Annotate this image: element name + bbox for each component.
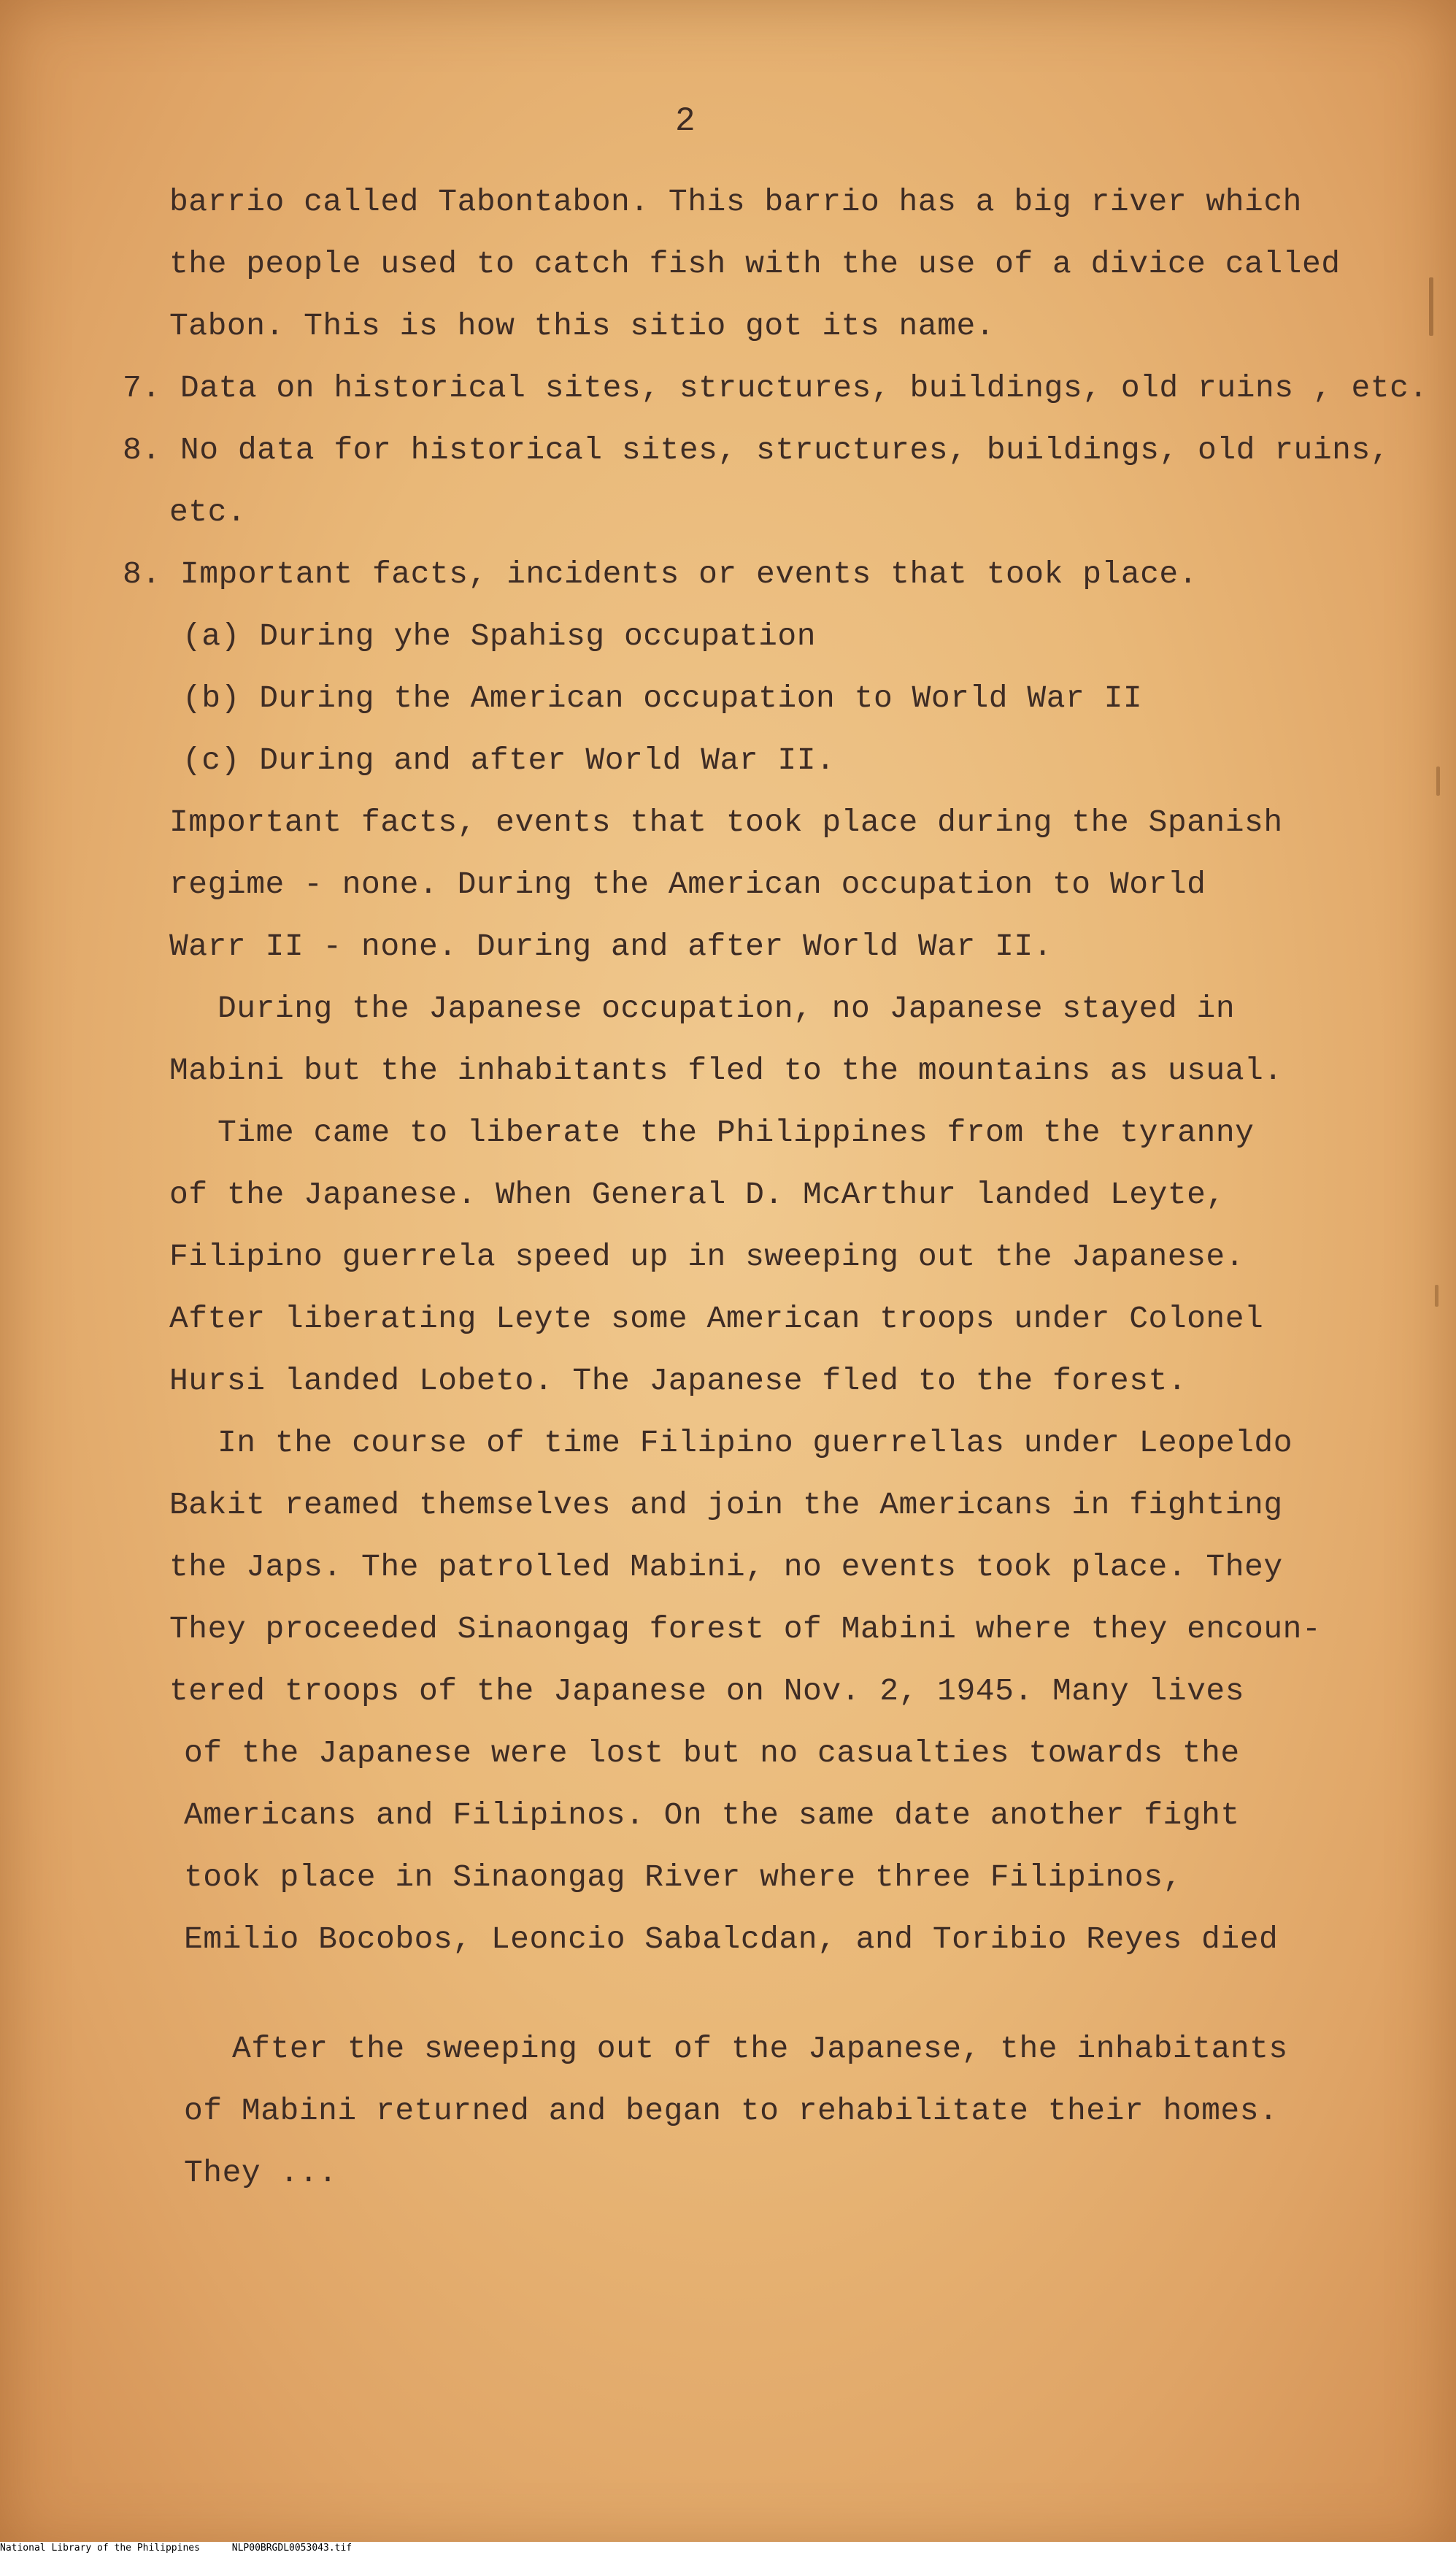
text-line: After liberating Leyte some American troops under Colonel — [169, 1301, 1264, 1337]
text-line: etc. — [169, 494, 247, 530]
text-line: Important facts, events that took place during the Spanish — [169, 804, 1283, 840]
text-line: the Japs. The patrolled Mabini, no events took place. They — [169, 1549, 1283, 1585]
text-line: the people used to catch fish with the use of a divice called — [169, 246, 1341, 282]
text-line: During the Japanese occupation, no Japanese stayed in — [217, 991, 1236, 1026]
text-line: They ... — [184, 2155, 338, 2191]
text-line: Filipino guerrela speed up in sweeping out the Japanese. — [169, 1239, 1245, 1275]
ink-mark — [1435, 1285, 1438, 1307]
text-line: of Mabini returned and began to rehabilitate their homes. — [184, 2093, 1279, 2129]
text-line: Emilio Bocobos, Leoncio Sabalcdan, and Toribio Reyes died — [184, 1921, 1279, 1957]
text-line: Mabini but the inhabitants fled to the mountains as usual. — [169, 1053, 1283, 1088]
text-line: Hursi landed Lobeto. The Japanese fled to the forest. — [169, 1363, 1187, 1399]
text-line: Time came to liberate the Philippines from the tyranny — [217, 1115, 1255, 1150]
text-line: They proceeded Sinaongag forest of Mabini where they encoun- — [169, 1611, 1322, 1647]
text-line: (a) During yhe Spahisg occupation — [182, 618, 817, 654]
text-line: 8. Important facts, incidents or events that took place. — [123, 556, 1198, 592]
text-line: barrio called Tabontabon. This barrio has a big river which — [169, 184, 1302, 220]
ink-mark — [1429, 277, 1433, 336]
page-number: 2 — [675, 102, 696, 140]
text-line: Americans and Filipinos. On the same date another fight — [184, 1797, 1240, 1833]
footer-file: NLP00BRGDL0053043.tif — [231, 2543, 353, 2554]
text-line: 8. No data for historical sites, structures, buildings, old ruins, — [123, 432, 1390, 468]
text-line: regime - none. During the American occupation to World — [169, 867, 1206, 902]
text-line: tered troops of the Japanese on Nov. 2, 1945. Many lives — [169, 1673, 1245, 1709]
text-line: Bakit reamed themselves and join the Americans in fighting — [169, 1487, 1283, 1523]
text-line: Warr II - none. During and after World War II. — [169, 929, 1052, 964]
text-line: of the Japanese were lost but no casualties towards the — [184, 1735, 1240, 1771]
text-line: took place in Sinaongag River where three Filipinos, — [184, 1859, 1182, 1895]
footer-library: National Library of the Philippines — [0, 2543, 200, 2554]
scan-footer — [0, 2542, 1456, 2555]
text-line: (c) During and after World War II. — [182, 742, 836, 778]
text-line: After the sweeping out of the Japanese, the inhabitants — [232, 2031, 1288, 2067]
text-line: of the Japanese. When General D. McArthur landed Leyte, — [169, 1177, 1225, 1213]
text-line: In the course of time Filipino guerrellas under Leopeldo — [217, 1425, 1293, 1461]
text-line: (b) During the American occupation to World War II — [182, 680, 1143, 716]
text-line: 7. Data on historical sites, structures, buildings, old ruins , etc. — [123, 370, 1428, 406]
ink-mark — [1436, 766, 1440, 796]
text-line: Tabon. This is how this sitio got its name. — [169, 308, 995, 344]
